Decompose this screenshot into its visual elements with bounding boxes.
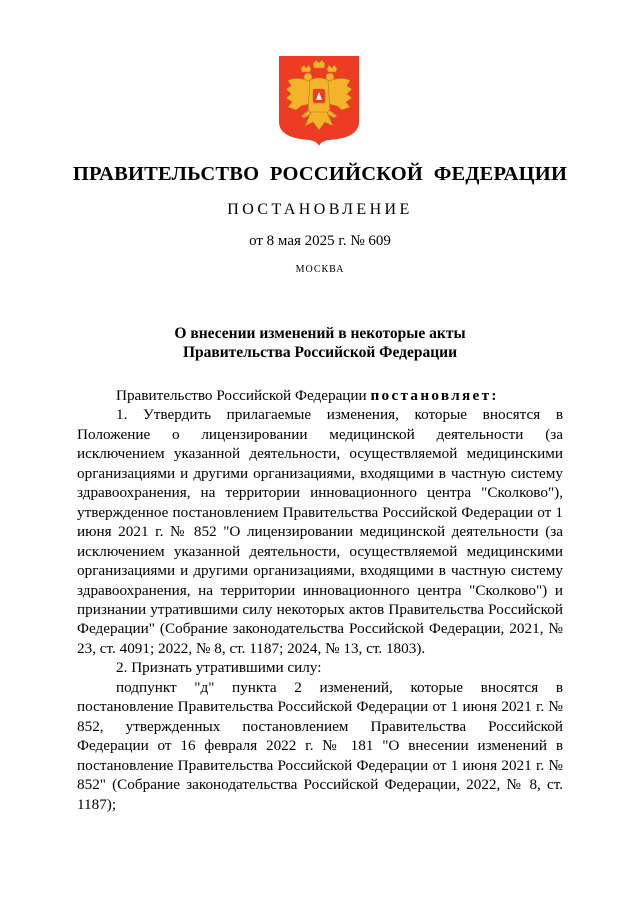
paragraph-3: подпункт "д" пункта 2 изменений, которые вносятся в постановление Правительства Российской Федерации от 1 июня 2021 г. № 852, утвержденных постановлением Правительства Российской Федерации от 16 февраля 2022 г. № 181 "О внесении изменений в постановление Правительства Российской Федерации от 1 июня 2021 г. № 852" (Собрание законодательства Российской Федерации, 2022, № 8, ст. 1187); xyxy=(77,678,563,813)
intro-paragraph xyxy=(77,386,563,405)
government-title xyxy=(0,163,640,186)
document-city: МОСКВА xyxy=(295,264,345,275)
intro-text: Правительство Российской Федерации xyxy=(116,387,371,404)
document-heading-line-1: О внесении изменений в некоторые акты xyxy=(174,325,466,342)
russian-coat-of-arms-icon xyxy=(279,56,359,146)
document-body xyxy=(77,386,563,814)
government-title-word-3: ФЕДЕРАЦИИ xyxy=(433,163,568,185)
paragraph-1: 1. Утвердить прилагаемые изменения, которые вносятся в Положение о лицензировании медицинской деятельности (за исключением указанной деятельности, осуществляемой медицинскими организациями и другими организациями, входящими в частную систему здравоохранения, на территории инновационного центра "Сколково"), утвержденное постановлением Правительства Российской Федерации от 1 июня 2021 г. № 852 "О лицензировании медицинской деятельности (за исключением указанной деятельности, осуществляемой медицинскими организациями и другими организациями, входящими в частную систему здравоохранения, на территории инновационного центра "Сколково") и признании утратившими силу некоторых актов Правительства Российской Федерации" (Собрание законодательства Российской Федерации, 2021, № 23, ст. 4091; 2022, № 8, ст. 1187; 2024, № 13, ст. 1803). xyxy=(77,406,563,657)
document-heading-line-2: Правительства Российской Федерации xyxy=(182,344,458,361)
coat-of-arms-emblem xyxy=(279,56,359,146)
document-heading xyxy=(0,324,640,362)
document-date-number: от 8 мая 2025 г. № 609 xyxy=(249,233,391,249)
paragraph-2: 2. Признать утратившими силу: xyxy=(116,659,322,677)
government-title-word-1: ПРАВИТЕЛЬСТВО xyxy=(72,163,260,185)
government-title-word-2: РОССИЙСКОЙ xyxy=(269,163,424,185)
document-type: ПОСТАНОВЛЕНИЕ xyxy=(227,201,413,218)
intro-action: постановляет: xyxy=(370,387,499,404)
